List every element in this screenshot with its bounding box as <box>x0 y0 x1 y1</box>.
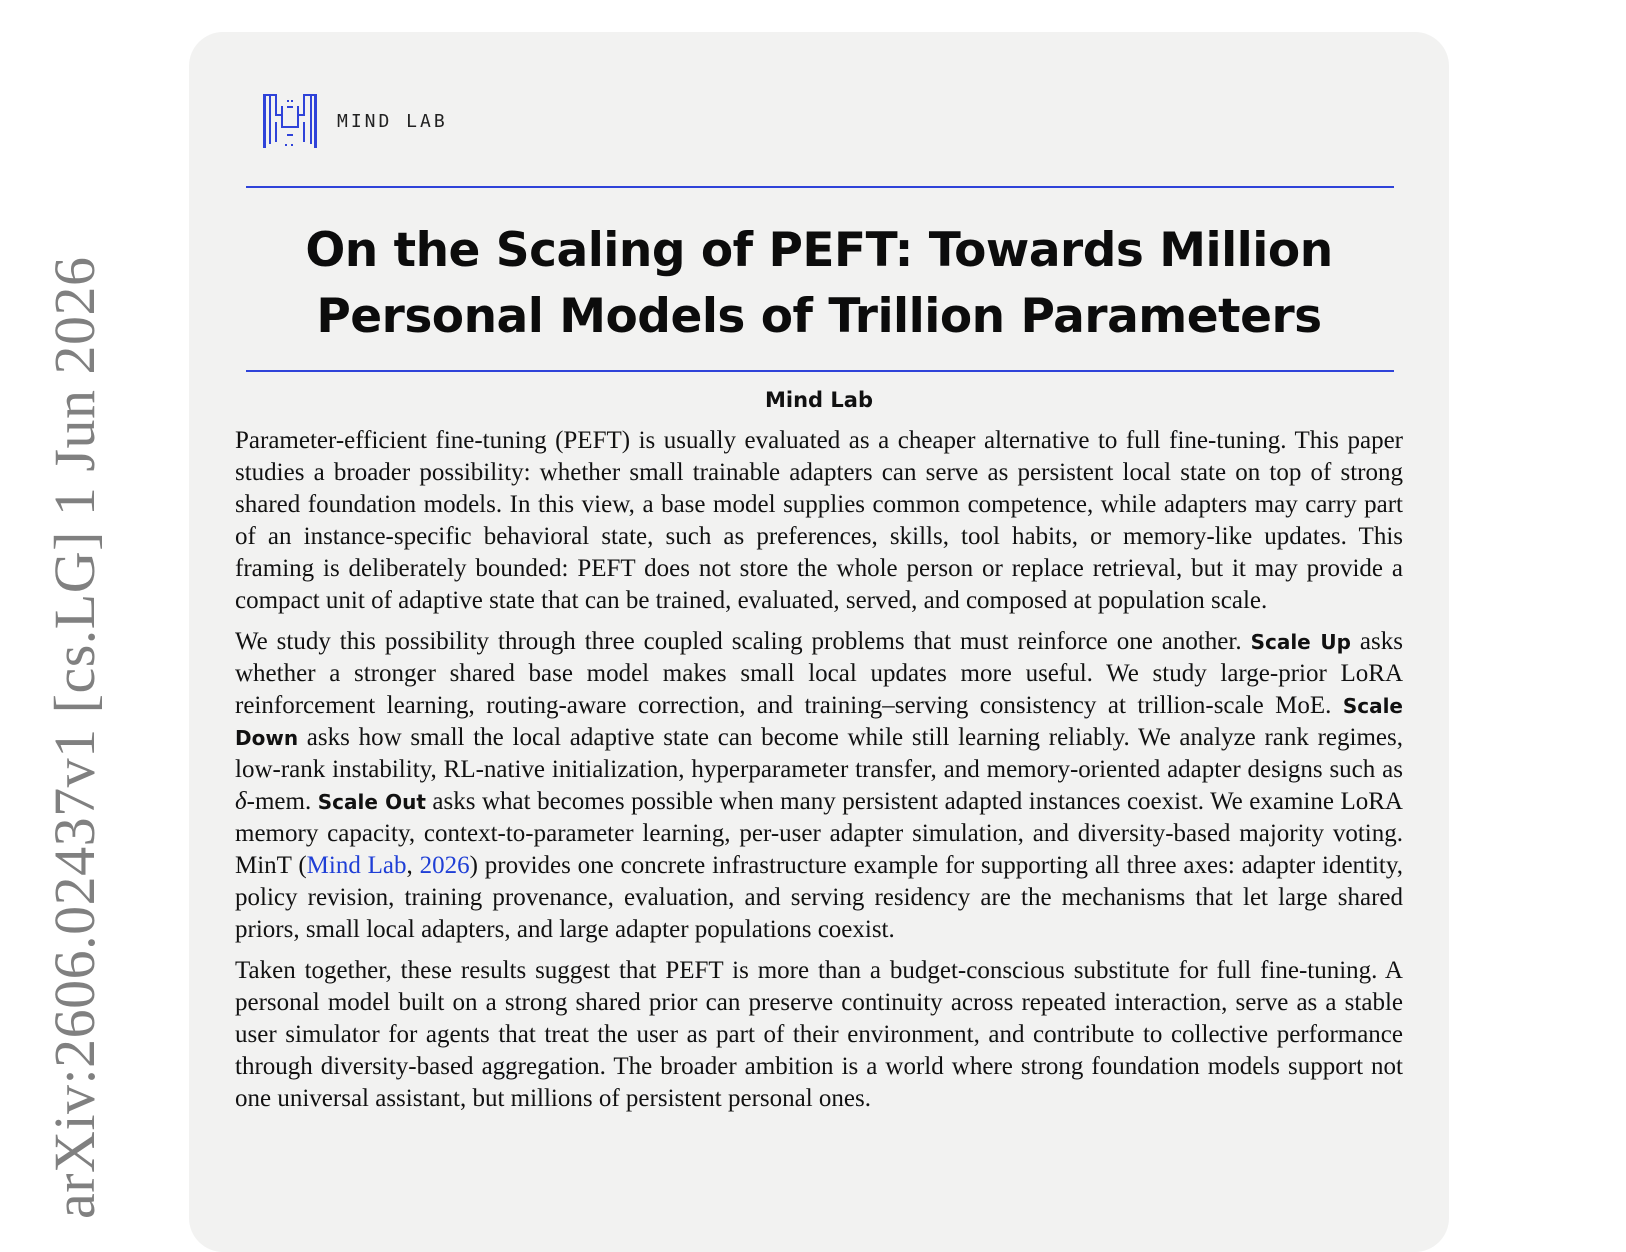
abstract-p2-scale-out: asks what becomes possible when many persistent adapted instances coexist. We examine LoRA memory capacity, context-to-parameter learning, per-user adapter simulation, and diversity-based majority voting. MinT ( <box>235 788 1403 879</box>
abstract-p2-scale-down: asks how small the local adaptive state can become while still learning reliably. We analyze rank regimes, low-rank instability, RL-native initialization, hyperparameter transfer, and memory-oriented adapter designs such as <box>235 724 1403 783</box>
abstract-p2-intro: We study this possibility through three coupled scaling problems that must reinforce one another. <box>235 628 1251 655</box>
abstract-p2-scale-up: asks whether a stronger shared base model makes small local updates more useful. We study large-prior LoRA reinforcement learning, routing-aware correction, and training–serving consistency at trillion-scale MoE. <box>235 628 1403 719</box>
citation-link-name[interactable]: Mind Lab <box>306 852 407 879</box>
abstract <box>235 425 1403 1124</box>
citation-link-year[interactable]: 2026 <box>419 852 470 879</box>
keyword-scale-out: Scale Out <box>317 790 426 814</box>
title-rule-bottom <box>246 370 1394 372</box>
abstract-paragraph-1: Parameter-efficient fine-tuning (PEFT) is usually evaluated as a cheaper alternative to full fine-tuning. This paper studies a broader possibility: whether small trainable adapters can serve as persistent local state on top of strong shared foundation models. In this view, a base model supplies common competence, while adapters may carry part of an instance-specific behavioral state, such as preferences, skills, tool habits, or memory-like updates. This framing is deliberately bounded: PEFT does not store the whole person or replace retrieval, but it may provide a compact unit of adaptive state that can be trained, evaluated, served, and composed at population scale. <box>235 427 1403 614</box>
arxiv-identifier-stamp: arXiv:2606.02437v1 [cs.LG] 1 Jun 2026 <box>42 256 107 1219</box>
abstract-p2-end: ) provides one concrete infrastructure example for supporting all three axes: adapter identity, policy revision, training provenance, evaluation, and serving residency are the mechanisms that let large shared priors, small local adapters, and large adapter populations coexist. <box>235 852 1403 943</box>
paper-title: On the Scaling of PEFT: Towards Million Personal Models of Trillion Parameters <box>305 223 1333 344</box>
mind-lab-logo-icon <box>261 92 319 150</box>
brand-name: MIND LAB <box>337 110 448 132</box>
brand-logo <box>261 92 448 150</box>
abstract-paragraph-2 <box>235 626 1403 946</box>
abstract-p2-mem: -mem. <box>246 788 318 815</box>
keyword-scale-up: Scale Up <box>1250 630 1351 654</box>
title-rule-top <box>246 186 1394 188</box>
delta-symbol: δ <box>235 788 247 815</box>
paper-author: Mind Lab <box>765 388 873 412</box>
abstract-paragraph-3: Taken together, these results suggest that PEFT is more than a budget-conscious substitute for full fine-tuning. A personal model built on a strong shared prior can preserve continuity across repeated interaction, serve as a stable user simulator for agents that treat the user as part of their environment, and contribute to collective performance through diversity-based aggregation. The broader ambition is a world where strong foundation models support not one universal assistant, but millions of persistent personal ones. <box>235 957 1403 1112</box>
paper-card <box>189 32 1449 1252</box>
citation-separator: , <box>406 852 420 879</box>
keyword-scale-down: Scale Down <box>235 694 1403 750</box>
